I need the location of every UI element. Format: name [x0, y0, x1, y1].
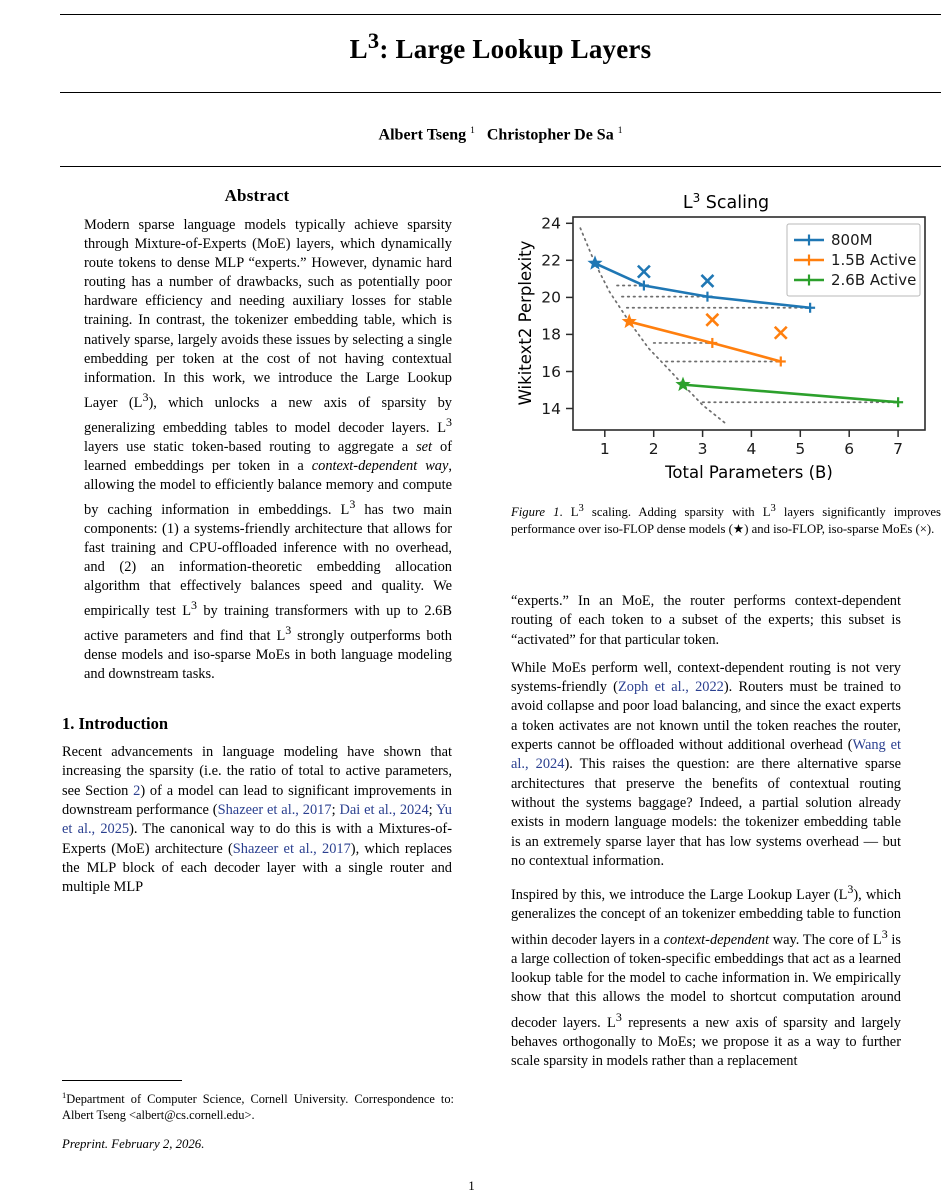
under-title-rule [60, 92, 941, 93]
preprint-line: Preprint. February 2, 2026. [62, 1137, 205, 1151]
right-paragraph-2: While MoEs perform well, context-dependent routing is not very systems-friendly (Zoph et al., 2022). Routers must be trained to avoid collapse and poor load balancing, and since the exact experts a token activates are not known until the token reaches the router, experts cannot be offloaded without additional overhead (Wang et al., 2024). This raises the question: are there alternative sparse architectures that preserve the benefits of contextual routing without the systems baggage? Indeed, a partial solution already exists in modern language models: the tokenizer embedding table is an extremely sparse layer that has low systems overhead — but no contextual information. [511, 659, 901, 869]
introduction-paragraph-1: Recent advancements in language modeling have shown that increasing the sparsity (i.e. the ratio of total to active parameters, see Section 2) of a model can lead to significant improvements in downstream performance (Shazeer et al., 2017; Dai et al., 2024; Yu et al., 2025). The canonical way to do this is with a Mixtures-of-Experts (MoE) architecture (Shazeer et al., 2017), which replaces the MLP block of each decoder layer with a single router and multiple MLP [62, 744, 452, 896]
right-paragraph-3: Inspired by this, we introduce the Large Lookup Layer $(L^3)$, which generalizes the concept of an tokenizer embedding table to function within decoder layers in a context-dependent way. The core of $L^3$ is a large collection of token-specific embeddings that act as a learned lookup table for the model to cache information in. We empirically show that this allows the model to shortcut computation around decoder layers. $L^3$ represents a new axis of sparsity and largely behaves orthogonally to MoEs; we propose it as a way to further scale sparsity in models rather than a replacement [511, 882, 902, 1069]
svg-text:800M: 800M [831, 231, 873, 249]
abstract-heading: Abstract [224, 186, 290, 205]
svg-text:2: 2 [648, 440, 659, 458]
chart-legend [787, 224, 920, 296]
svg-text:3: 3 [697, 440, 708, 458]
x-axis-label: Total Parameters (B) [665, 463, 833, 482]
svg-text:1: 1 [599, 440, 610, 458]
svg-text:22: 22 [541, 251, 561, 270]
page-number: 1 [468, 1178, 475, 1193]
top-rule [60, 14, 941, 15]
svg-text:24: 24 [541, 214, 561, 233]
svg-text:16: 16 [541, 362, 561, 381]
svg-text:7: 7 [893, 440, 904, 458]
l3-scaling-chart [511, 190, 941, 490]
svg-text:1.5B Active: 1.5B Active [831, 251, 917, 269]
x-axis-ticks [600, 430, 903, 458]
svg-text:6: 6 [844, 440, 855, 458]
svg-text:2.6B Active: 2.6B Active [831, 271, 917, 289]
chart-title: $L^3$ Scaling [682, 191, 770, 213]
page-title: $L^3$: Large Lookup Layers [349, 28, 652, 64]
introduction-heading: 1. Introduction [62, 714, 169, 734]
under-authors-rule [60, 166, 941, 167]
footnote-separator [62, 1080, 182, 1081]
left-column [62, 186, 452, 907]
author-list: Albert Tseng $^1$ Christopher De Sa $^1$ [378, 126, 623, 144]
svg-text:18: 18 [541, 325, 561, 344]
y-axis-label: Wikitext2 Perplexity [516, 240, 535, 406]
svg-text:14: 14 [541, 399, 561, 418]
y-axis-ticks [541, 215, 573, 418]
svg-text:20: 20 [541, 288, 561, 307]
footnote-affiliation: $^1$Department of Computer Science, Cornell University. Correspondence to: Albert Tseng <albert@cs.cornell.edu>. [62, 1090, 454, 1123]
figure-1 [511, 190, 941, 490]
svg-text:5: 5 [795, 440, 806, 458]
right-paragraph-1: “experts.” In an MoE, the router performs context-dependent routing of each token to a subset of the experts; this subset is “activated” for that particular token. [511, 593, 901, 648]
svg-text:4: 4 [746, 440, 757, 458]
figure-caption: Figure 1. $L^3$ scaling. Adding sparsity with $L^3$ layers significantly improves performance over iso-FLOP dense models (★) and iso-FLOP, iso-sparse MoEs (×). [511, 503, 941, 536]
abstract-body: Modern sparse language models typically achieve sparsity through Mixture-of-Experts (MoE) layers, which dynamically route tokens to dense MLP “experts.” However, dynamic hard routing has a number of drawbacks, such as potentially poor hardware efficiency and needing auxiliary losses for stable training. In contrast, the tokenizer embedding table, which is natively sparse, largely avoids these issues by selecting a single embedding per token at the cost of not having contextual information. In this work, we introduce the Large Lookup Layer $(L^3)$, which unlocks a new axis of sparsity by generalizing embedding tables to model decoder layers. $L^3$ layers use static token-based routing to aggregate a set of learned embeddings per token in a context-dependent way, allowing the model to efficiently balance memory and compute by caching information in embeddings. $L^3$ has two main components: (1) a systems-friendly architecture that allows for fast training and CPU-offloaded inference with no overhead, and (2) an information-theoretic embedding allocation algorithm that effectively balances speed and quality. We empirically test $L^3$ by training transformers with up to 2.6B active parameters and find that $L^3$ strongly outperforms both dense models and iso-sparse MoEs in both language modeling and downstream tasks. [84, 217, 453, 683]
right-column [511, 592, 901, 1080]
